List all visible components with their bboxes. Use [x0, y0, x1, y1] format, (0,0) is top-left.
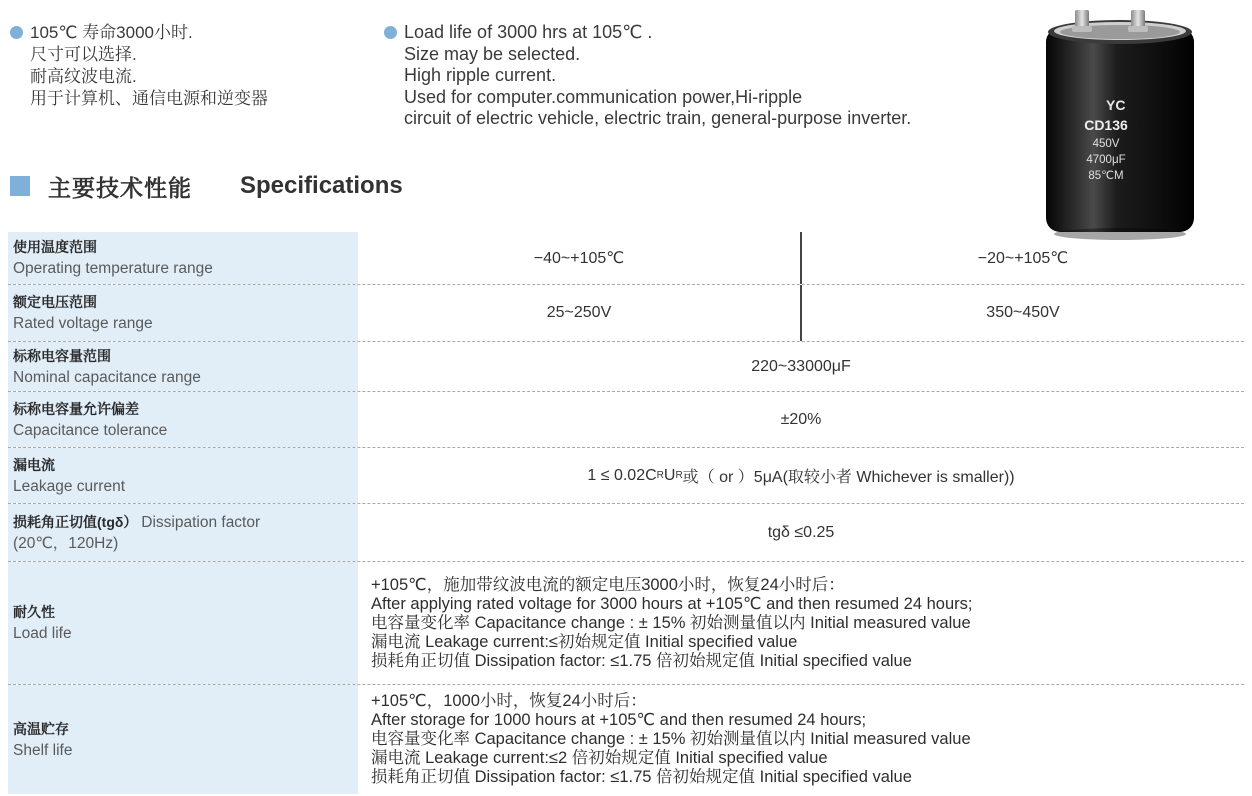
label-zh: 损耗角正切值(tgδ）	[13, 513, 138, 530]
feature-zh-1: 105℃ 寿命3000小时.	[30, 23, 193, 42]
label-cell	[8, 448, 358, 503]
condition-line: +105℃，1000小时，恢复24小时后：	[371, 692, 647, 710]
label-en: Operating temperature range	[13, 260, 213, 277]
specifications-table	[8, 232, 1244, 794]
table-row-voltage	[8, 285, 1244, 342]
specifications-title-en: Specifications	[240, 172, 403, 199]
label-en: Shelf life	[13, 741, 73, 759]
feature-en-5: circuit of electric vehicle, electric train, general-purpose inverter.	[404, 108, 912, 128]
label-zh: 使用温度范围	[13, 239, 97, 255]
bullet-icon	[384, 26, 397, 39]
table-row-leakage	[8, 448, 1244, 504]
features-zh	[10, 22, 268, 110]
label-cell	[8, 392, 358, 447]
label-en-inline: Dissipation factor	[141, 513, 261, 531]
condition-line: +105℃，施加带纹波电流的额定电压3000小时，恢复24小时后：	[371, 575, 845, 594]
shelf-life-conditions	[358, 685, 1244, 794]
label-en: Nominal capacitance range	[13, 368, 201, 386]
voltage-range-low: 25~250V	[358, 285, 802, 341]
label-cell	[8, 504, 358, 561]
table-row-tolerance	[8, 392, 1244, 448]
label-zh: 耐久性	[13, 604, 55, 620]
square-icon	[10, 176, 30, 196]
condition-line: 漏电流 Leakage current:≤初始规定值 Initial specified value	[371, 632, 798, 651]
feature-en-3: High ripple current.	[404, 65, 557, 85]
capacitor-temp: 85℃M	[1088, 170, 1124, 182]
condition-line: 漏电流 Leakage current:≤2 倍初始规定值 Initial specified value	[371, 749, 828, 767]
bullet-icon	[10, 26, 23, 39]
feature-zh-4: 用于计算机、通信电源和逆变器	[30, 89, 268, 108]
table-row-shelf-life	[8, 685, 1244, 794]
capacitor-product-image	[1044, 6, 1196, 242]
condition-line: 电容量变化率 Capacitance change : ± 15% 初始测量值以内 Initial measured value	[371, 613, 971, 632]
leakage-value: 1 ≤ 0.02C R U R 或（ or ）5μA(取较小者 Whichever is smaller))	[587, 466, 1015, 486]
label-en: Capacitance tolerance	[13, 421, 168, 439]
brand-mark: YC	[1106, 97, 1126, 113]
label-cell	[8, 342, 358, 391]
label-zh: 额定电压范围	[13, 294, 97, 310]
specifications-heading	[10, 168, 403, 204]
tolerance-value: ±20%	[780, 410, 822, 428]
label-zh: 高温贮存	[13, 720, 69, 737]
temp-range-low-voltage: −40~+105℃	[358, 232, 802, 284]
specifications-title-zh: 主要技术性能	[48, 174, 192, 201]
label-en: (20℃，120Hz)	[13, 534, 119, 552]
voltage-range-high: 350~450V	[986, 304, 1060, 321]
label-en: Load life	[13, 625, 72, 642]
label-zh: 漏电流	[13, 456, 55, 473]
features-en	[384, 22, 911, 130]
feature-zh-3: 耐高纹波电流.	[30, 67, 137, 86]
label-en: Rated voltage range	[13, 315, 153, 332]
condition-line: After storage for 1000 hours at +105℃ and then resumed 24 hours;	[371, 711, 867, 729]
capacitance-range-value: 220~33000μF	[751, 357, 851, 375]
capacitor-model: CD136	[1084, 117, 1128, 133]
feature-zh-2: 尺寸可以选择.	[30, 45, 137, 64]
label-cell	[8, 685, 358, 794]
label-cell	[8, 285, 358, 341]
condition-line: 电容量变化率 Capacitance change : ± 15% 初始测量值以内 Initial measured value	[371, 730, 971, 748]
table-row-load-life	[8, 562, 1244, 685]
load-life-conditions	[358, 562, 1244, 684]
label-en: Leakage current	[13, 477, 126, 495]
feature-en-1: Load life of 3000 hrs at 105℃ .	[404, 22, 653, 42]
capacitor-voltage: 450V	[1092, 138, 1120, 150]
table-row-capacitance	[8, 342, 1244, 392]
value-split	[358, 232, 1244, 284]
table-row-temperature	[8, 232, 1244, 285]
label-zh: 标称电容量允许偏差	[13, 400, 139, 417]
label-cell	[8, 232, 358, 284]
temp-range-high-voltage: −20~+105℃	[977, 250, 1069, 267]
feature-en-2: Size may be selected.	[404, 43, 581, 64]
value-split	[358, 285, 1244, 341]
capacitor-capacitance: 4700μF	[1086, 154, 1126, 166]
condition-line: 损耗角正切值 Dissipation factor: ≤1.75 倍初始规定值 Initial specified value	[371, 768, 912, 786]
condition-line: 损耗角正切值 Dissipation factor: ≤1.75 倍初始规定值 Initial specified value	[371, 651, 912, 670]
dissipation-value: tgδ ≤0.25	[767, 523, 835, 541]
condition-line: After applying rated voltage for 3000 hours at +105℃ and then resumed 24 hours;	[371, 594, 973, 613]
feature-en-4: Used for computer.communication power,Hi-ripple	[404, 86, 803, 107]
label-cell	[8, 562, 358, 684]
label-zh: 标称电容量范围	[13, 347, 111, 364]
table-row-dissipation	[8, 504, 1244, 562]
